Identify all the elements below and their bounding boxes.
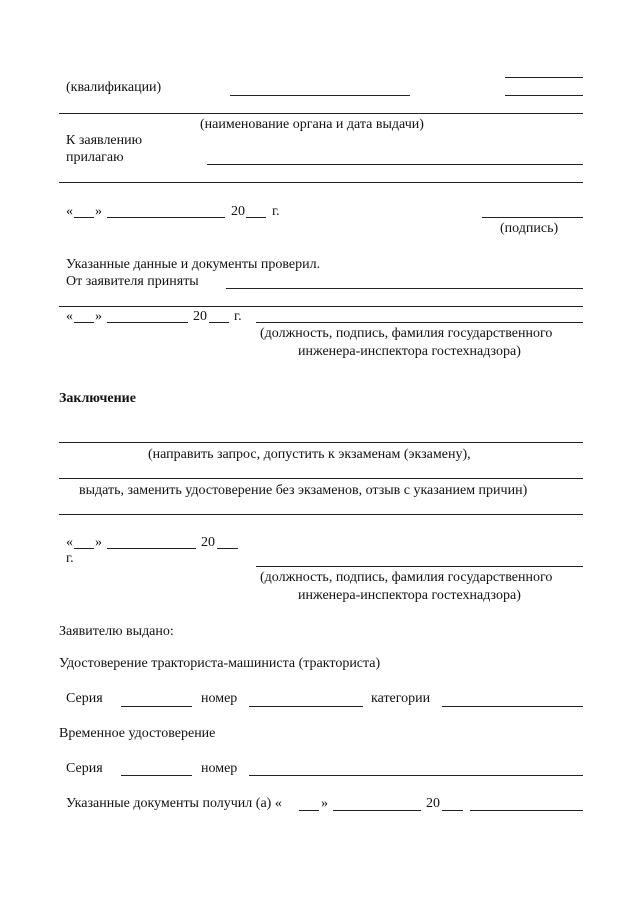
issuer-field-line[interactable] [59, 113, 583, 114]
inspector-caption-line2: инженера-инспектора гостехнадзора) [298, 588, 521, 603]
month-field-line[interactable] [107, 548, 196, 549]
day-field-line[interactable] [299, 810, 319, 811]
year-suffix: г. [272, 204, 280, 219]
issued-heading: Заявителю выдано: [59, 624, 174, 639]
category-label: категории [371, 691, 431, 706]
attachments-field-line[interactable] [207, 164, 583, 165]
received-docs-text: Указанные документы получил (а) « [66, 796, 282, 811]
quote-open: « [66, 309, 73, 324]
category-field-line[interactable] [442, 706, 583, 707]
year-field-line[interactable] [217, 548, 238, 549]
conclusion-option-line2: выдать, заменить удостоверение без экзаменов, отзыв с указанием причин) [79, 483, 528, 498]
year-field-line[interactable] [246, 217, 266, 218]
attach-label-line2: прилагаю [66, 150, 124, 165]
number-field-line[interactable] [249, 706, 363, 707]
qualification-field-line[interactable] [230, 95, 410, 96]
year-prefix: 20 [231, 204, 245, 219]
inspector-caption-line1: (должность, подпись, фамилия государственного [260, 570, 553, 585]
temp-series-field-line[interactable] [121, 775, 192, 776]
year-prefix: 20 [193, 309, 207, 324]
blank-line[interactable] [505, 77, 583, 78]
quote-close: » [95, 309, 102, 324]
series-label: Серия [66, 691, 103, 706]
number-label: номер [201, 691, 238, 706]
temp-number-label: номер [201, 761, 238, 776]
issuer-caption: (наименование органа и дата выдачи) [200, 117, 424, 132]
signature-field-line[interactable] [482, 217, 583, 218]
day-field-line[interactable] [74, 322, 94, 323]
month-field-line[interactable] [333, 810, 421, 811]
month-field-line[interactable] [107, 322, 188, 323]
quote-close: » [95, 204, 102, 219]
signature-field-line[interactable] [470, 810, 583, 811]
quote-open: « [66, 204, 73, 219]
day-field-line[interactable] [74, 548, 94, 549]
quote-close: » [95, 535, 102, 550]
year-suffix: г. [66, 551, 74, 566]
conclusion-field-line-2[interactable] [59, 478, 583, 479]
attach-label-line1: К заявлению [66, 133, 143, 148]
checked-text: Указанные данные и документы проверил. [66, 257, 321, 272]
year-field-line[interactable] [442, 810, 463, 811]
received-text: От заявителя приняты [66, 274, 199, 289]
received-field-line[interactable] [226, 288, 583, 289]
year-field-line[interactable] [209, 322, 229, 323]
conclusion-heading: Заключение [59, 391, 136, 406]
temp-number-field-line[interactable] [249, 775, 583, 776]
conclusion-field-line[interactable] [59, 442, 583, 443]
year-suffix: г. [234, 309, 242, 324]
qualification-label: (квалификации) [66, 80, 162, 95]
day-field-line[interactable] [74, 217, 94, 218]
received-field-line-2[interactable] [59, 306, 583, 307]
inspector-caption-line2: инженера-инспектора гостехнадзора) [298, 344, 521, 359]
certificate-title: Удостоверение тракториста-машиниста (тракториста) [59, 656, 381, 671]
month-field-line[interactable] [107, 217, 225, 218]
series-field-line[interactable] [121, 706, 192, 707]
inspector-field-line[interactable] [256, 322, 583, 323]
inspector-field-line[interactable] [256, 566, 583, 567]
quote-close: » [321, 796, 328, 811]
inspector-caption-line1: (должность, подпись, фамилия государственного [260, 326, 553, 341]
conclusion-field-line-3[interactable] [59, 514, 583, 515]
temp-certificate-title: Временное удостоверение [59, 726, 216, 741]
year-prefix: 20 [201, 535, 215, 550]
quote-open: « [66, 535, 73, 550]
conclusion-option-line1: (направить запрос, допустить к экзаменам (экзамену), [148, 447, 471, 462]
attachments-field-line-2[interactable] [59, 182, 583, 183]
signature-caption: (подпись) [500, 221, 559, 236]
blank-line[interactable] [505, 95, 583, 96]
temp-series-label: Серия [66, 761, 103, 776]
year-prefix: 20 [426, 796, 440, 811]
